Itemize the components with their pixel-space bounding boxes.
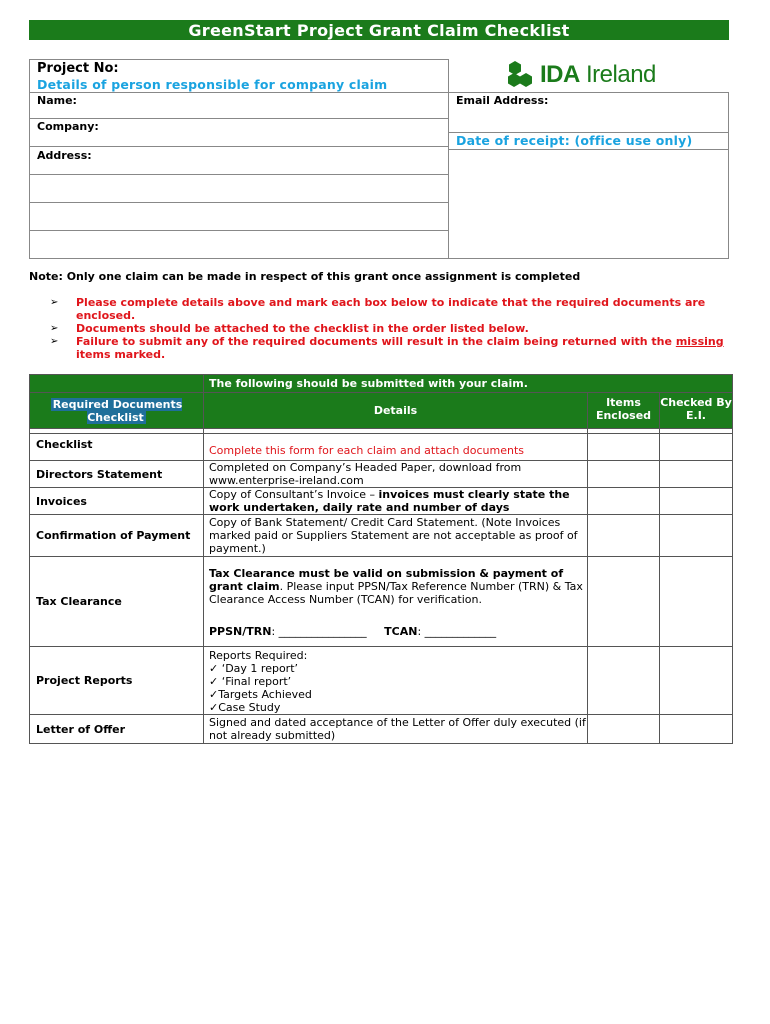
ppsn-input[interactable]: : ________________ bbox=[271, 625, 367, 638]
tax-reference-fields: PPSN/TRN: ________________ TCAN: _____________ bbox=[209, 625, 497, 638]
table-row bbox=[30, 461, 733, 488]
address-field[interactable] bbox=[29, 146, 449, 175]
items-enclosed-checkbox[interactable] bbox=[588, 488, 660, 515]
address-line-2[interactable] bbox=[29, 174, 449, 203]
name-field[interactable] bbox=[29, 92, 449, 119]
logo-mark-icon bbox=[506, 59, 542, 89]
row-detail: Complete this form for each claim and attach documents bbox=[204, 434, 588, 461]
row-detail: Completed on Company’s Headed Paper, download from www.enterprise-ireland.com bbox=[204, 461, 588, 488]
table-row bbox=[30, 515, 733, 557]
row-label: Checklist bbox=[30, 434, 204, 461]
checked-by-ei-cell bbox=[660, 515, 733, 557]
date-receipt-label: Date of receipt: (office use only) bbox=[456, 133, 693, 148]
row-label: Confirmation of Payment bbox=[30, 515, 204, 557]
table-row bbox=[30, 647, 733, 715]
checked-by-ei-cell bbox=[660, 434, 733, 461]
items-enclosed-checkbox[interactable] bbox=[588, 434, 660, 461]
items-enclosed-checkbox[interactable] bbox=[588, 557, 660, 647]
row-label: Directors Statement bbox=[30, 461, 204, 488]
items-enclosed-checkbox[interactable] bbox=[588, 647, 660, 715]
checked-by-ei-cell bbox=[660, 715, 733, 744]
email-label: Email Address: bbox=[456, 94, 549, 107]
checked-by-ei-cell bbox=[660, 557, 733, 647]
row-detail: Tax Clearance must be valid on submission & payment of grant claim. Please input PPSN/Tax Reference Number (TRN) & Tax Clearance Access Number (TCAN) for verification. PPSN/TRN: ________________ TCAN: _____________ bbox=[204, 557, 588, 647]
items-enclosed-checkbox[interactable] bbox=[588, 515, 660, 557]
address-line-4[interactable] bbox=[29, 230, 449, 259]
col-header-details: Details bbox=[204, 393, 588, 429]
checked-by-ei-cell bbox=[660, 488, 733, 515]
table-banner: The following should be submitted with your claim. bbox=[204, 375, 733, 393]
col-header-required: Required Documents Checklist bbox=[30, 393, 204, 429]
instruction-item: ➢ Failure to submit any of the required documents will result in the claim being returned with the missing items marked. bbox=[50, 335, 724, 361]
col-header-checked: Checked By E.I. bbox=[660, 393, 733, 429]
page-title: GreenStart Project Grant Claim Checklist bbox=[29, 20, 729, 40]
row-label: Letter of Offer bbox=[30, 715, 204, 744]
banner-spacer bbox=[30, 375, 204, 393]
details-heading: Details of person responsible for company claim bbox=[37, 77, 388, 92]
requirements-table bbox=[29, 374, 733, 744]
table-row bbox=[30, 488, 733, 515]
arrow-bullet-icon: ➢ bbox=[50, 297, 59, 308]
row-detail: Reports Required: ✓ ‘Day 1 report’ ✓ ‘Final report’ ✓Targets Achieved ✓Case Study bbox=[204, 647, 588, 715]
tcan-input[interactable]: : _____________ bbox=[417, 625, 497, 638]
row-detail: Copy of Bank Statement/ Credit Card Statement. (Note Invoices marked paid or Suppliers Statement are not acceptable as proof of payment.) bbox=[204, 515, 588, 557]
company-label: Company: bbox=[37, 120, 99, 133]
row-label: Tax Clearance bbox=[30, 557, 204, 647]
ida-ireland-logo: IDA Ireland bbox=[506, 59, 676, 89]
checked-by-ei-cell bbox=[660, 647, 733, 715]
row-detail: Copy of Consultant’s Invoice – invoices must clearly state the work undertaken, daily rate and number of days bbox=[204, 488, 588, 515]
row-label: Invoices bbox=[30, 488, 204, 515]
address-line-3[interactable] bbox=[29, 202, 449, 231]
date-receipt-field[interactable] bbox=[448, 149, 729, 259]
row-detail: Signed and dated acceptance of the Letter of Offer duly executed (if not already submitted) bbox=[204, 715, 588, 744]
project-no-label: Project No: bbox=[37, 61, 119, 76]
arrow-bullet-icon: ➢ bbox=[50, 323, 59, 334]
items-enclosed-checkbox[interactable] bbox=[588, 715, 660, 744]
items-enclosed-checkbox[interactable] bbox=[588, 461, 660, 488]
instruction-item: ➢ Documents should be attached to the checklist in the order listed below. bbox=[50, 322, 529, 335]
col-header-items: Items Enclosed bbox=[588, 393, 660, 429]
table-row bbox=[30, 557, 733, 647]
name-label: Name: bbox=[37, 94, 77, 107]
instruction-item: ➢ Please complete details above and mark each box below to indicate that the required documents are enclosed. bbox=[50, 296, 706, 322]
instruction-list bbox=[50, 296, 730, 361]
arrow-bullet-icon: ➢ bbox=[50, 336, 59, 347]
checked-by-ei-cell bbox=[660, 461, 733, 488]
note-text: Note: Only one claim can be made in respect of this grant once assignment is completed bbox=[29, 270, 581, 283]
table-row bbox=[30, 434, 733, 461]
address-label: Address: bbox=[37, 149, 92, 162]
table-row bbox=[30, 715, 733, 744]
row-label: Project Reports bbox=[30, 647, 204, 715]
